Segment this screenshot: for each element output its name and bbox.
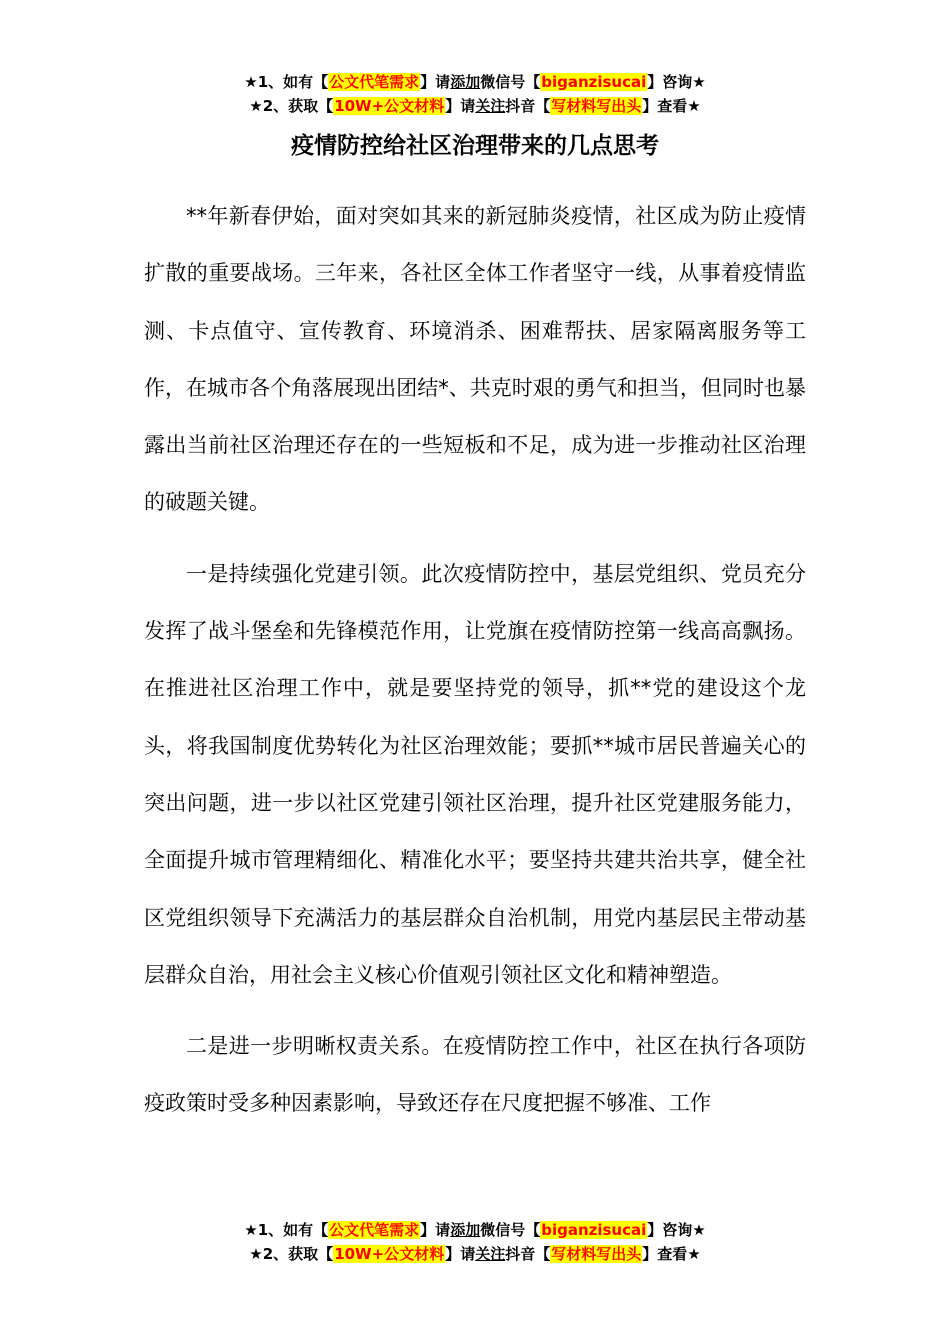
promo-highlight: 10W+公文材料 — [334, 97, 445, 115]
promo-text: 】请 — [420, 73, 451, 91]
paragraph-intro: **年新春伊始，面对突如其来的新冠肺炎疫情，社区成为防止疫情扩散的重要战场。三年来，各社区全体工作者坚守一线，从事着疫情监测、卡点值守、宣传教育、环境消杀、困难帮扶、居家隔离服务等工作，在城市各个角落展现出团结*、共克时艰的勇气和担当，但同时也暴露出当前社区治理还存在的一些短板和不足，成为进一步推动社区治理的破题关键。 — [144, 204, 806, 515]
document-title: 疫情防控给社区治理带来的几点思考 — [291, 133, 659, 159]
paragraph-point-2: 二是进一步明晰权责关系。在疫情防控工作中，社区在执行各项防疫政策时受多种因素影响，导致还存在尺度把握不够准、工作 — [144, 1034, 806, 1116]
promo-underlined: 添加 — [450, 73, 481, 91]
promo-highlight: 10W+公文材料 — [334, 1245, 445, 1263]
promo-text: ★1、如有【 — [244, 1221, 329, 1239]
promo-text: 微信号【 — [480, 1221, 541, 1239]
promo-text: 】请 — [445, 97, 476, 115]
promo-text: 抖音【 — [505, 97, 551, 115]
promo-line-2 — [0, 94, 950, 118]
promo-underlined: 关注 — [475, 97, 506, 115]
promo-text: 抖音【 — [505, 1245, 551, 1263]
promo-underlined: 关注 — [475, 1245, 506, 1263]
promo-text: ★2、获取【 — [249, 97, 334, 115]
promo-text: ★1、如有【 — [244, 73, 329, 91]
paragraph-point-1: 一是持续强化党建引领。此次疫情防控中，基层党组织、党员充分发挥了战斗堡垒和先锋模范作用，让党旗在疫情防控第一线高高飘扬。在推进社区治理工作中，就是要坚持党的领导，抓**党的建设这个龙头，将我国制度优势转化为社区治理效能；要抓**城市居民普遍关心的突出问题，进一步以社区党建引领社区治理，提升社区党建服务能力，全面提升城市管理精细化、精准化水平；要坚持共建共治共享，健全社区党组织领导下充满活力的基层群众自治机制，用党内基层民主带动基层群众自治，用社会主义核心价值观引领社区文化和精神塑造。 — [144, 561, 806, 987]
promo-highlight: 公文代笔需求 — [329, 73, 420, 91]
promo-line-1 — [0, 1218, 950, 1242]
promo-douyin-id: 写材料写出头 — [551, 97, 642, 115]
promo-wechat-id: biganzisucai — [541, 1221, 647, 1239]
promo-text: 】请 — [420, 1221, 451, 1239]
promo-line-2 — [0, 1242, 950, 1266]
promo-text: ★2、获取【 — [249, 1245, 334, 1263]
promo-text: 】查看★ — [642, 97, 701, 115]
promo-text: 微信号【 — [480, 73, 541, 91]
promo-text: 】查看★ — [642, 1245, 701, 1263]
promo-douyin-id: 写材料写出头 — [551, 1245, 642, 1263]
promo-text: 】咨询★ — [647, 73, 706, 91]
promo-underlined: 添加 — [450, 1221, 481, 1239]
promo-text: 】请 — [445, 1245, 476, 1263]
top-promo-banner — [0, 70, 950, 118]
promo-wechat-id: biganzisucai — [541, 73, 647, 91]
document-body — [144, 188, 806, 1147]
promo-text: 】咨询★ — [647, 1221, 706, 1239]
promo-highlight: 公文代笔需求 — [329, 1221, 420, 1239]
promo-line-1 — [0, 70, 950, 94]
bottom-promo-banner — [0, 1218, 950, 1266]
